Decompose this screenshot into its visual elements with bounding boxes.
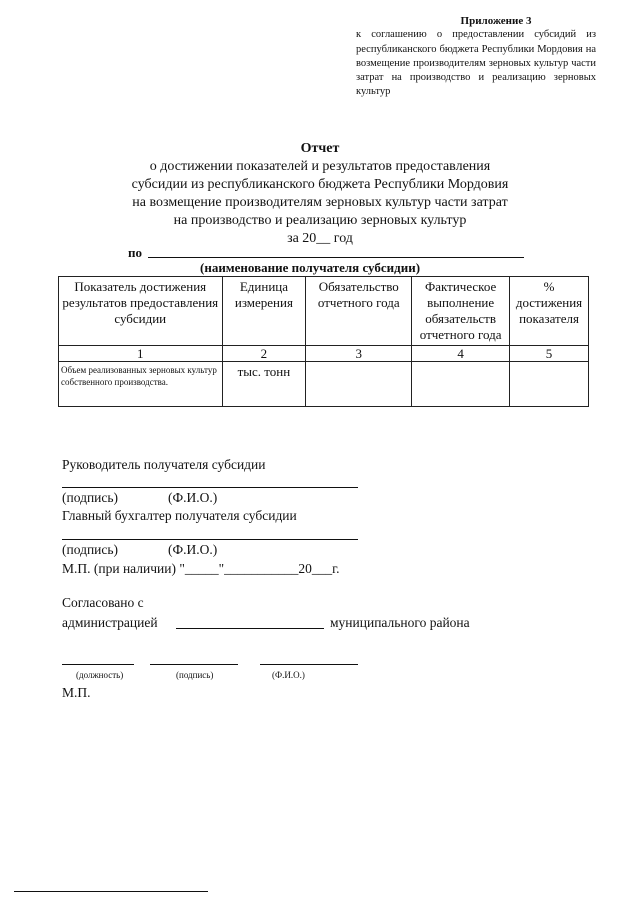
name-caption: (Ф.И.О.) <box>272 670 305 680</box>
report-subtitle-line-3: на возмещение производителям зерновых культур части затрат <box>132 195 508 210</box>
report-subtitle-line-4: на производство и реализацию зерновых культур <box>173 213 467 228</box>
header-actual: Фактическое выполнение обязательств отчетного года <box>412 277 510 346</box>
footnote-divider <box>14 891 208 892</box>
head-signature-caption: (подпись) <box>62 490 119 505</box>
accountant-signature-line <box>62 539 358 540</box>
column-number: 2 <box>222 346 306 362</box>
accountant-label: Главный бухгалтер получателя субсидии <box>62 508 297 523</box>
obligation-cell <box>306 362 412 407</box>
header-obligation: Обязательство отчетного года <box>306 277 412 346</box>
report-subtitle-line-1: о достижении показателей и результатов предоставления <box>149 159 491 174</box>
position-caption: (должность) <box>76 670 124 680</box>
administration-label: администрацией <box>62 615 158 630</box>
table-header-row <box>59 277 589 346</box>
report-table <box>58 276 589 407</box>
accountant-signature-caption: (подпись) <box>62 542 119 557</box>
appendix-block <box>356 14 596 100</box>
name-line <box>260 664 358 665</box>
head-label: Руководитель получателя субсидии <box>62 457 266 472</box>
stamp-date-line: М.П. (при наличии) "_____"___________20___г. <box>62 561 340 576</box>
report-subtitle-line-2: субсидии из республиканского бюджета Республики Мордовия <box>131 177 509 192</box>
actual-cell <box>412 362 510 407</box>
header-indicator: Показатель достижения результатов предоставления субсидии <box>59 277 223 346</box>
report-title-block <box>90 140 550 248</box>
appendix-title: Приложение 3 <box>460 15 532 27</box>
table-row <box>59 362 589 407</box>
recipient-caption: (наименование получателя субсидии) <box>200 260 421 275</box>
header-unit: Единица измерения <box>222 277 306 346</box>
percent-cell <box>510 362 589 407</box>
signature-caption: (подпись) <box>176 670 214 680</box>
appendix-text: к соглашению о предоставлении субсидий из республиканского бюджета Республики Мордовия на возмещение производителям зерновых культур части затрат на производство и реализацию зерновых культур <box>356 29 596 98</box>
header-percent: % достижения показателя <box>510 277 589 346</box>
po-label: по <box>128 245 142 260</box>
head-name-caption: (Ф.И.О.) <box>168 490 218 505</box>
mp-label: М.П. <box>62 685 91 700</box>
report-title: Отчет <box>300 141 340 156</box>
agreed-label: Согласовано с <box>62 595 144 610</box>
column-number: 3 <box>306 346 412 362</box>
recipient-name-line <box>148 257 524 258</box>
column-number: 1 <box>59 346 223 362</box>
signature-line <box>150 664 238 665</box>
accountant-name-caption: (Ф.И.О.) <box>168 542 218 557</box>
table-number-row <box>59 346 589 362</box>
district-label: муниципального района <box>330 615 470 630</box>
position-line <box>62 664 134 665</box>
report-period: за 20__ год <box>287 231 353 246</box>
unit-cell: тыс. тонн <box>222 362 306 407</box>
head-signature-line <box>62 487 358 488</box>
column-number: 4 <box>412 346 510 362</box>
district-name-line <box>176 628 324 629</box>
column-number: 5 <box>510 346 589 362</box>
indicator-cell: Объем реализованных зерновых культур собственного производства. <box>59 362 223 407</box>
